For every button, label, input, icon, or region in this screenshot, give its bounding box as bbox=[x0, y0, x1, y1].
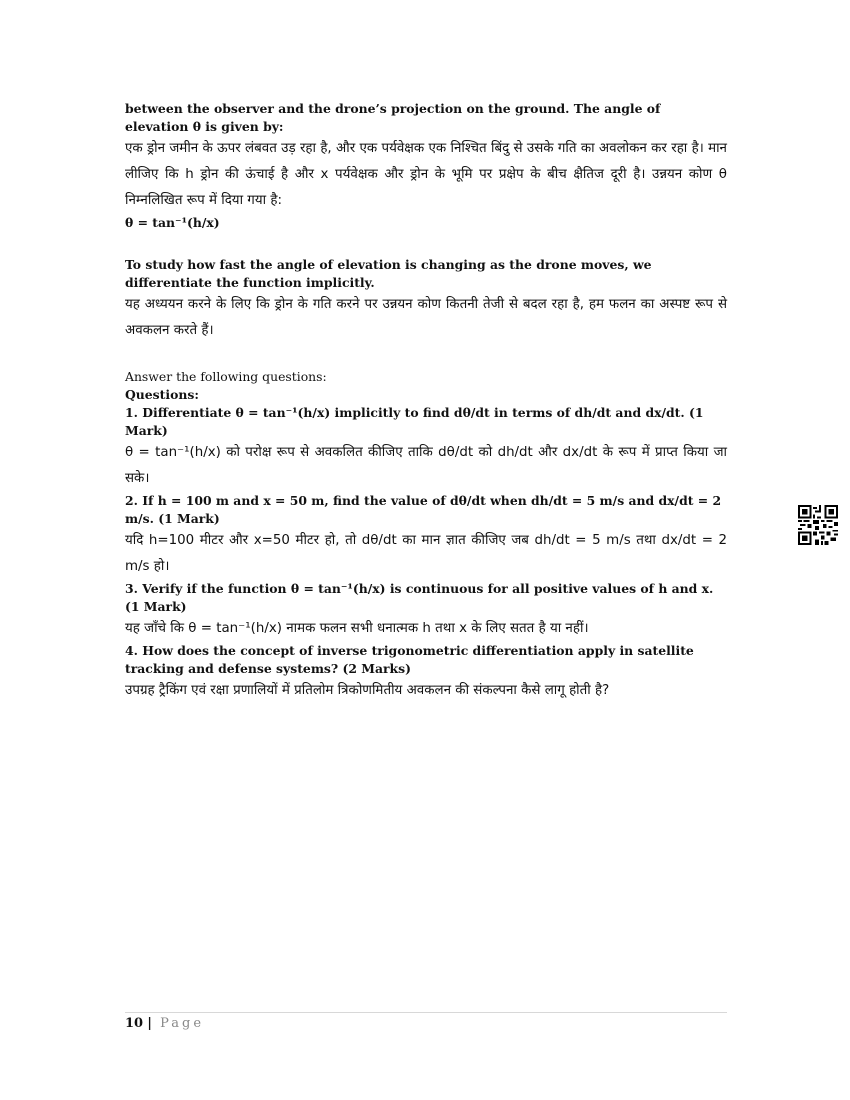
question-4 bbox=[125, 642, 727, 704]
answer-heading: Answer the following questions: bbox=[125, 369, 327, 384]
question-3 bbox=[125, 580, 727, 642]
question-hindi: यदि h=100 मीटर और x=50 मीटर हो, तो dθ/dt का मान ज्ञात कीजिए जब dh/dt = 5 m/s तथा dx/dt = 2 m/s हो। bbox=[125, 533, 727, 574]
question-english: 4. How does the concept of inverse trigonometric differentiation apply in satellite tracking and defense systems? (2 Marks) bbox=[125, 643, 694, 676]
intro-hindi: एक ड्रोन जमीन के ऊपर लंबवत उड़ रहा है, और एक पर्यवेक्षक एक निश्चित बिंदु से उसके गति का अवलोकन कर रहा है। मान लीजिए कि h ड्रोन की ऊंचाई है और x पर्यवेक्षक और ड्रोन के भूमि पर प्रक्षेप के बीच क्षैतिज दूरी है। उन्नयन कोण θ निम्नलिखित रूप में दिया गया है: bbox=[125, 141, 727, 208]
page-content bbox=[125, 100, 727, 704]
question-hindi: θ = tan⁻¹(h/x) को परोक्ष रूप से अवकलित कीजिए ताकि dθ/dt को dh/dt और dx/dt के रूप में प्राप्त किया जा सके। bbox=[125, 445, 727, 486]
page-label: Page bbox=[160, 1016, 205, 1031]
question-english: 2. If h = 100 m and x = 50 m, find the value of dθ/dt when dh/dt = 5 m/s and dx/dt = 2 m/s. (1 Mark) bbox=[125, 493, 722, 526]
question-english: 1. Differentiate θ = tan⁻¹(h/x) implicitly to find dθ/dt in terms of dh/dt and dx/dt. (1 Mark) bbox=[125, 405, 704, 438]
question-english: 3. Verify if the function θ = tan⁻¹(h/x) is continuous for all positive values of h and x. (1 Mark) bbox=[125, 581, 714, 614]
question-hindi: यह जाँचे कि θ = tan⁻¹(h/x) नामक फलन सभी धनात्मक h तथा x के लिए सतत है या नहीं। bbox=[125, 621, 589, 636]
question-hindi: उपग्रह ट्रैकिंग एवं रक्षा प्रणालियों में प्रतिलोम त्रिकोणमितीय अवकलन की संकल्पना कैसे लागू होती है? bbox=[125, 683, 610, 698]
intro-english: between the observer and the drone’s projection on the ground. The angle of elevation θ is given by: bbox=[125, 101, 661, 134]
question-1 bbox=[125, 404, 727, 492]
study-hindi: यह अध्ययन करने के लिए कि ड्रोन के गति करने पर उन्नयन कोण कितनी तेजी से बदल रहा है, हम फलन का अस्पष्ट रूप से अवकलन करते हैं। bbox=[125, 297, 727, 338]
angle-formula: θ = tan⁻¹(h/x) bbox=[125, 215, 220, 230]
qr-code-icon bbox=[798, 505, 838, 545]
question-2 bbox=[125, 492, 727, 580]
footer-divider bbox=[125, 1012, 727, 1013]
footer-separator: | bbox=[147, 1016, 152, 1031]
questions-heading: Questions: bbox=[125, 387, 199, 402]
page-footer bbox=[125, 1016, 204, 1031]
study-english: To study how fast the angle of elevation is changing as the drone moves, we differentiate the function implicitly. bbox=[125, 257, 652, 290]
page-number: 10 bbox=[125, 1016, 144, 1031]
